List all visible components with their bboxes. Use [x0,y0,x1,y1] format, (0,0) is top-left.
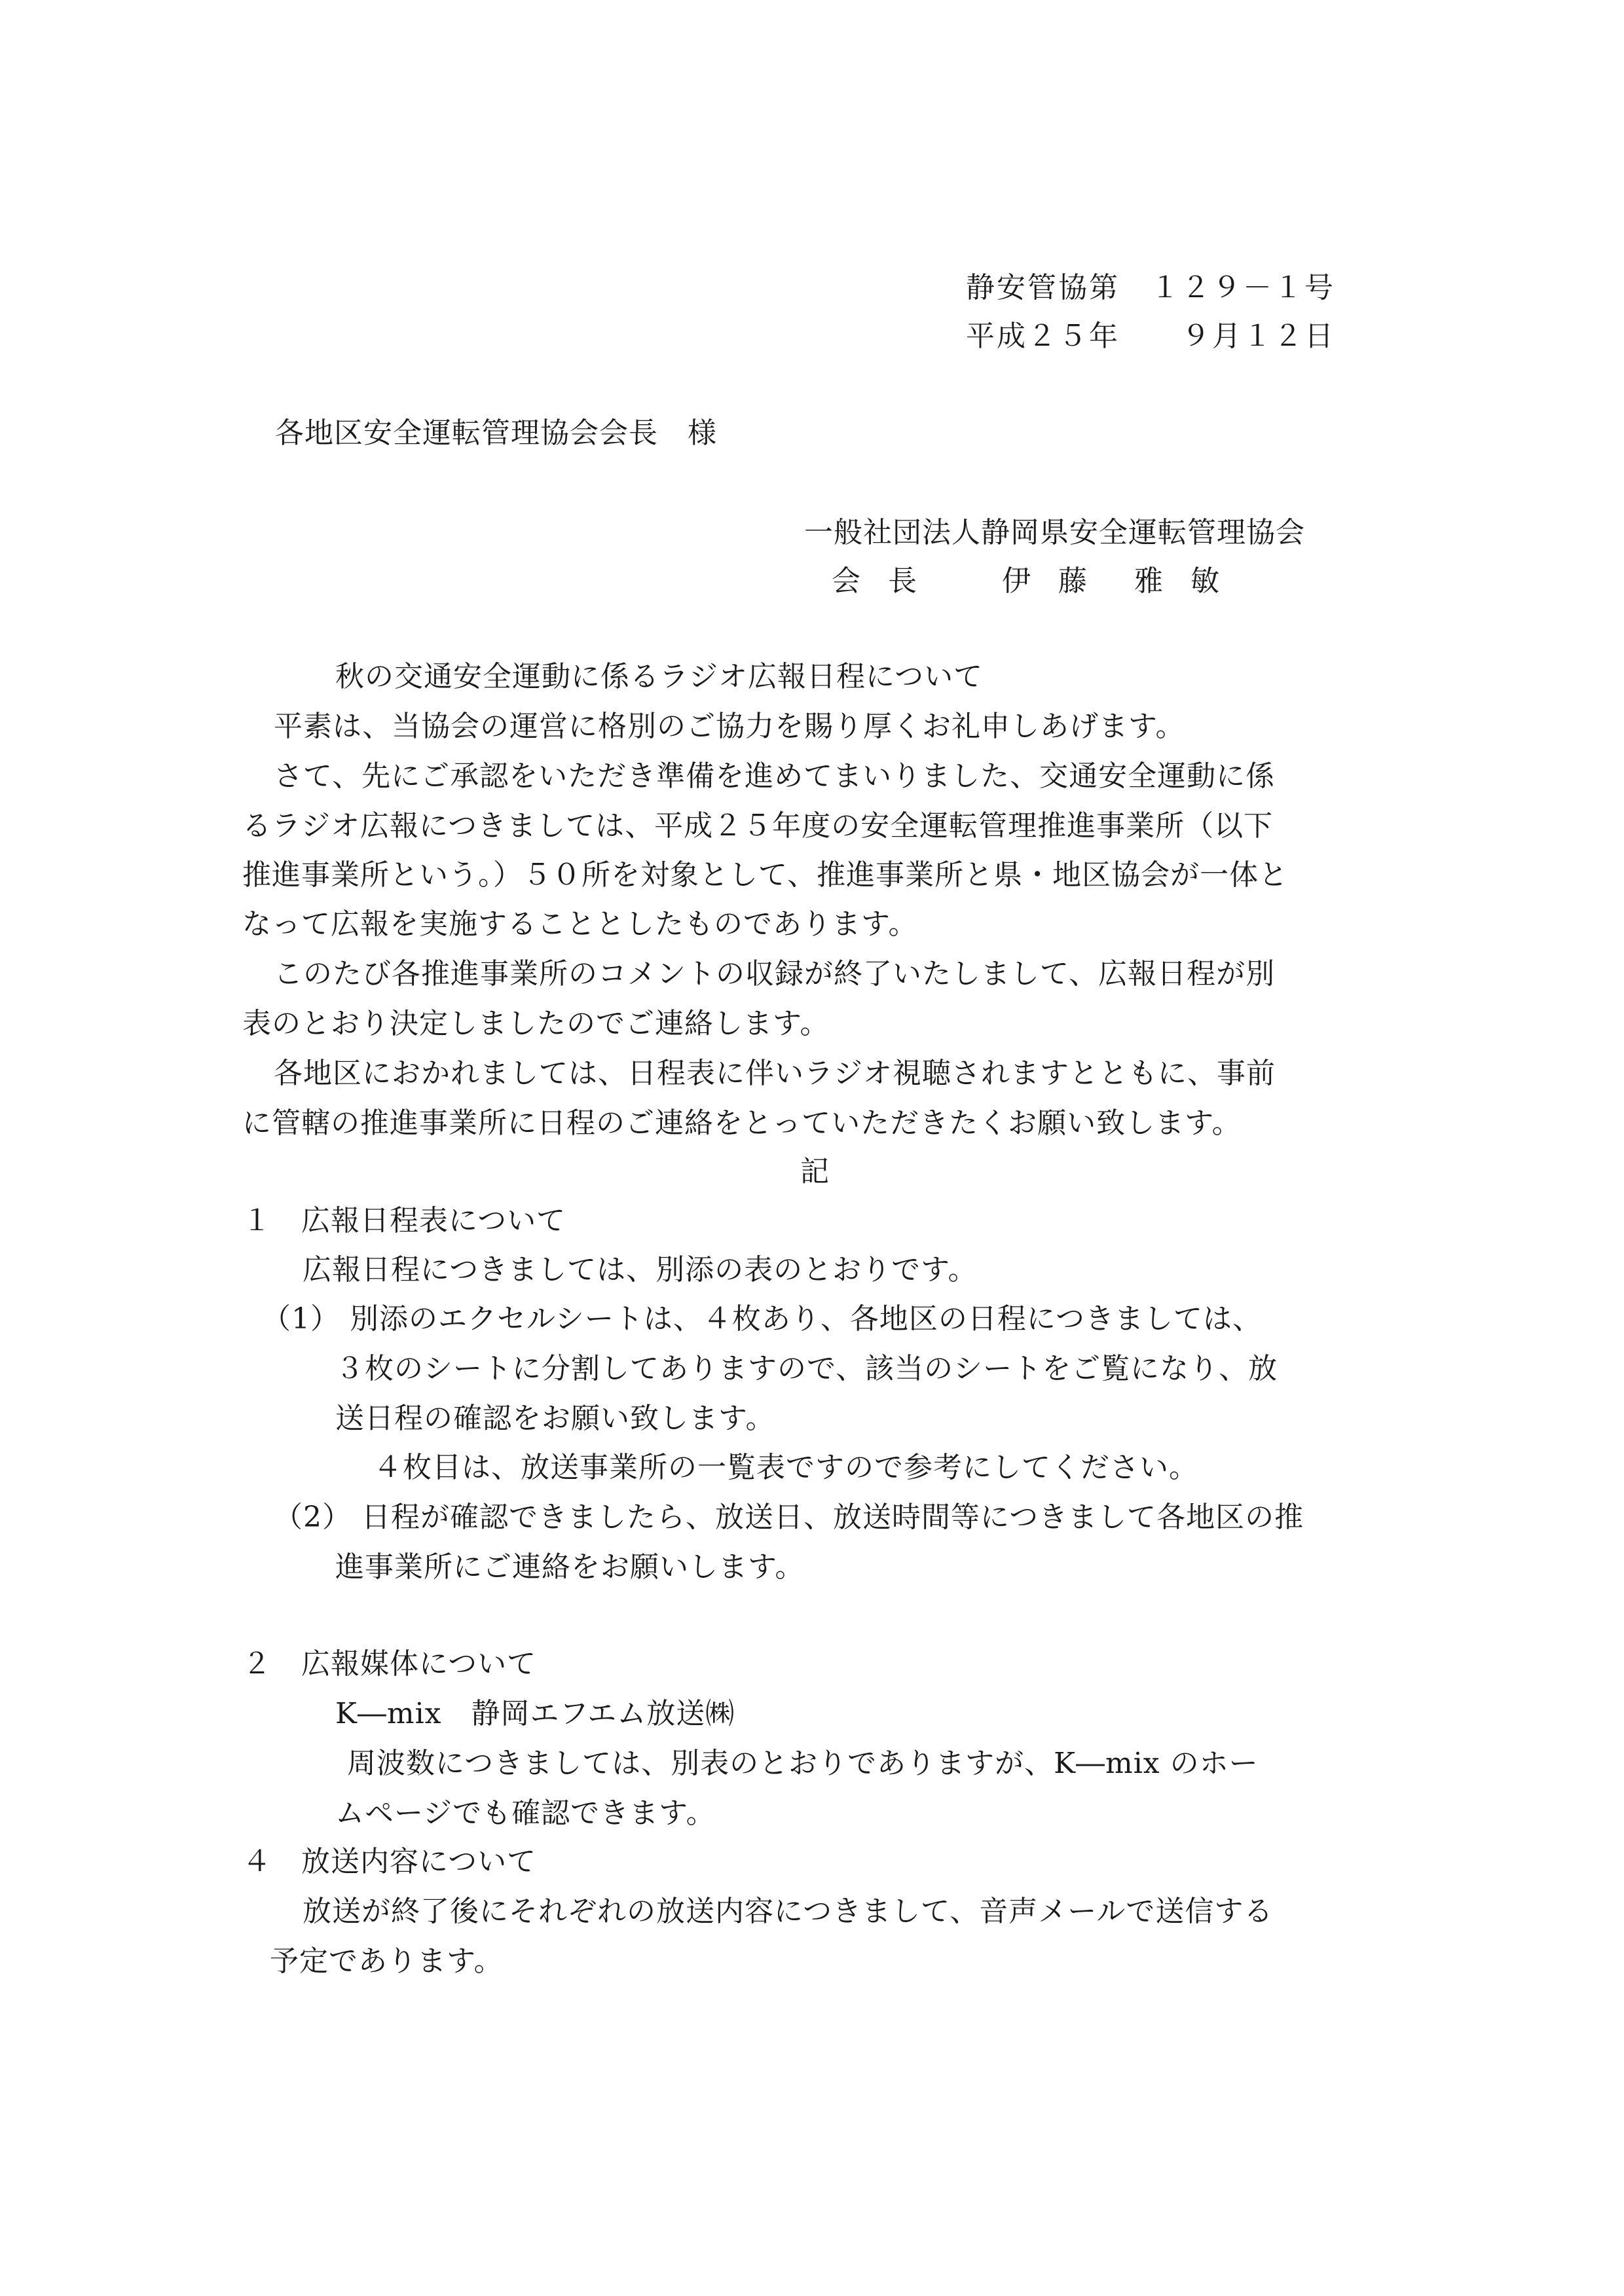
section-1-heading: １ 広報日程表について [242,1204,566,1237]
section-2-heading: ２ 広報媒体について [242,1647,537,1681]
sender-name: 会 長 伊 藤 雅 敏 [832,564,1228,598]
body-line: るラジオ広報につきましては、平成２５年度の安全運転管理推進事業所（以下 [242,809,1274,843]
body-line: に管轄の推進事業所に日程のご連絡をとっていただきたくお願い致します。 [242,1106,1242,1140]
section-2-media: K―mix 静岡エフエム放送㈱ [335,1697,735,1730]
section-1-item-1-cont: ３枚のシートに分割してありますので、該当のシートをご覧になり、放 [335,1352,1278,1385]
section-1-item-1: （1） 別添のエクセルシートは、４枚あり、各地区の日程につきましては、 [262,1302,1262,1336]
section-1-item-1-cont: 送日程の確認をお願い致します。 [335,1402,775,1435]
ki-marker: 記 [800,1155,830,1188]
document-number: 静安管協第 １２９－１号 [966,271,1335,304]
section-2-line: 周波数につきましては、別表のとおりでありますが、K―mix のホー [347,1747,1259,1780]
sender-organization: 一般社団法人静岡県安全運転管理協会 [804,516,1305,549]
section-1-item-2: （2） 日程が確認できましたら、放送日、放送時間等につきまして各地区の推 [274,1501,1304,1534]
section-4-line: 放送が終了後にそれぞれの放送内容につきまして、音声メールで送信する [303,1895,1274,1928]
document-date: 平成２５年 ９月１２日 [966,319,1335,353]
body-line: このたび各推進事業所のコメントの収録が終了いたしまして、広報日程が別 [274,957,1276,991]
body-line: さて、先にご承認をいただき準備を進めてまいりました、交通安全運動に係 [274,759,1276,793]
section-1-item-1-note: ４枚目は、放送事業所の一覧表ですので参考にしてください。 [373,1451,1198,1484]
body-line: 平素は、当協会の運営に格別のご協力を賜り厚くお礼申しあげます。 [274,710,1185,743]
section-2-line: ムページでも確認できます。 [335,1796,716,1830]
addressee: 各地区安全運転管理協会会長 様 [275,416,717,450]
body-line: 推進事業所という。）５０所を対象として、推進事業所と県・地区協会が一体と [242,858,1289,892]
section-4-heading: ４ 放送内容について [242,1845,537,1878]
body-line: 表のとおり決定しましたのでご連絡します。 [242,1007,830,1040]
body-line: 各地区におかれましては、日程表に伴いラジオ視聴されますとともに、事前 [274,1057,1276,1090]
section-1-intro: 広報日程につきましては、別添の表のとおりです。 [303,1253,978,1286]
section-4-line: 予定であります。 [270,1944,504,1978]
subject-line: 秋の交通安全運動に係るラジオ広報日程について [335,660,984,693]
section-1-item-2-cont: 進事業所にご連絡をお願いします。 [335,1550,805,1584]
body-line: なって広報を実施することとしたものであります。 [242,907,918,941]
